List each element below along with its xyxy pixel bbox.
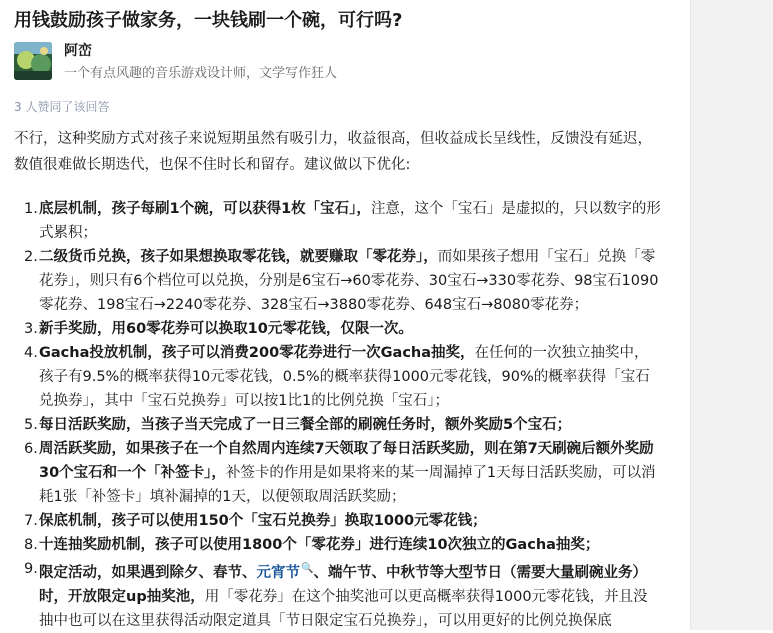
item-bold-text: 二级货币兑换，孩子如果想换取零花钱，就要赚取「零花券」， bbox=[39, 249, 438, 265]
item-bold-text: 新手奖励，用60零花券可以换取10元零花钱，仅限一次。 bbox=[39, 321, 413, 337]
answer-list bbox=[14, 197, 662, 633]
item-bold-text: 、端午节、中秋节等大型节日（需要大量刷碗业务）时，开放限定up抽奖池， bbox=[39, 564, 647, 605]
list-number: 3. bbox=[24, 321, 38, 337]
list-number: 9. bbox=[24, 561, 38, 577]
list-item bbox=[14, 197, 662, 245]
keyword-link[interactable] bbox=[257, 565, 314, 581]
item-text: 补签卡的作用是如果将来的某一周漏掉了1天每日活跃奖励，可以消耗1张「补签卡」填补漏掉的1天，以便领取周活跃奖励； bbox=[39, 465, 656, 505]
list-item bbox=[14, 341, 662, 413]
keyword-link-text[interactable]: 元宵节 bbox=[256, 564, 300, 581]
item-text: 注意，这个「宝石」是虚拟的，只以数字的形式累积； bbox=[39, 201, 661, 241]
question-title[interactable]: 用钱鼓励孩子做家务，一块钱刷一个碗，可行吗? bbox=[14, 10, 403, 31]
avatar-image bbox=[14, 42, 52, 80]
answer-intro: 不行，这种奖励方式对孩子来说短期虽然有吸引力，收益很高，但收益成长呈线性，反馈没有延迟，数值很难做长期迭代，也保不住时长和留存。建议做以下优化: bbox=[14, 131, 652, 173]
list-item bbox=[14, 509, 662, 533]
item-bold-text: 周活跃奖励，如果孩子在一个自然周内连续7天领取了每日活跃奖励，则在第7天刷碗后额外奖励30个宝石和一个「补签卡」， bbox=[39, 441, 654, 481]
list-item bbox=[14, 317, 662, 341]
page-background-right bbox=[690, 0, 773, 630]
item-text: 而如果孩子想用「宝石」兑换「零花券」，则只有6个档位可以兑换，分别是6宝石→60零花券、30宝石→330零花券、98宝石1090零花券、198宝石→2240零花券、328宝石→3880零花券、648宝石→8080零花券； bbox=[39, 249, 659, 313]
list-number: 5. bbox=[24, 417, 38, 433]
list-number: 2. bbox=[24, 249, 38, 265]
item-bold-text: 每日活跃奖励，当孩子当天完成了一日三餐全部的刷碗任务时，额外奖励5个宝石； bbox=[39, 417, 572, 433]
item-text: 在任何的一次独立抽奖中，孩子有9.5%的概率获得10元零花钱，0.5%的概率获得1000元零花钱，90%的概率获得「宝石兑换券」，其中「宝石兑换券」可以按1比1的比例兑换「宝石」； bbox=[39, 345, 650, 409]
item-bold-text: 底层机制，孩子每刷1个碗，可以获得1枚「宝石」， bbox=[39, 201, 371, 217]
item-bold-text: 限定活动，如果遇到除夕、春节、 bbox=[39, 564, 257, 581]
list-number: 1. bbox=[24, 201, 38, 217]
list-item bbox=[14, 533, 662, 557]
list-number: 7. bbox=[24, 513, 38, 529]
item-bold-text: Gacha投放机制，孩子可以消费200零花券进行一次Gacha抽奖， bbox=[39, 345, 475, 361]
vote-count: 3 人赞同了该回答 bbox=[14, 100, 110, 114]
list-number: 8. bbox=[24, 537, 38, 553]
item-bold-text: 十连抽奖励机制，孩子可以使用1800个「零花券」进行连续10次独立的Gacha抽奖； bbox=[39, 537, 600, 553]
item-bold-text: 保底机制，孩子可以使用150个「宝石兑换券」换取1000元零花钱； bbox=[39, 513, 487, 529]
list-item bbox=[14, 557, 662, 633]
item-text: 用「零花券」在这个抽奖池可以更高概率获得1000元零花钱，并且没抽中也可以在这里获得活动限定道具「节日限定宝石兑换券」，可以用更好的比例兑换保底 bbox=[39, 588, 648, 629]
list-item bbox=[14, 437, 662, 509]
list-item bbox=[14, 413, 662, 437]
author-bio: 一个有点风趣的音乐游戏设计师，文学写作狂人 bbox=[64, 66, 338, 81]
list-number: 4. bbox=[24, 345, 38, 361]
list-number: 6. bbox=[24, 441, 38, 457]
list-item bbox=[14, 245, 662, 317]
author-name[interactable]: 阿峦 bbox=[64, 43, 92, 59]
avatar[interactable] bbox=[14, 42, 52, 80]
search-icon[interactable]: 🔍 bbox=[301, 563, 314, 574]
